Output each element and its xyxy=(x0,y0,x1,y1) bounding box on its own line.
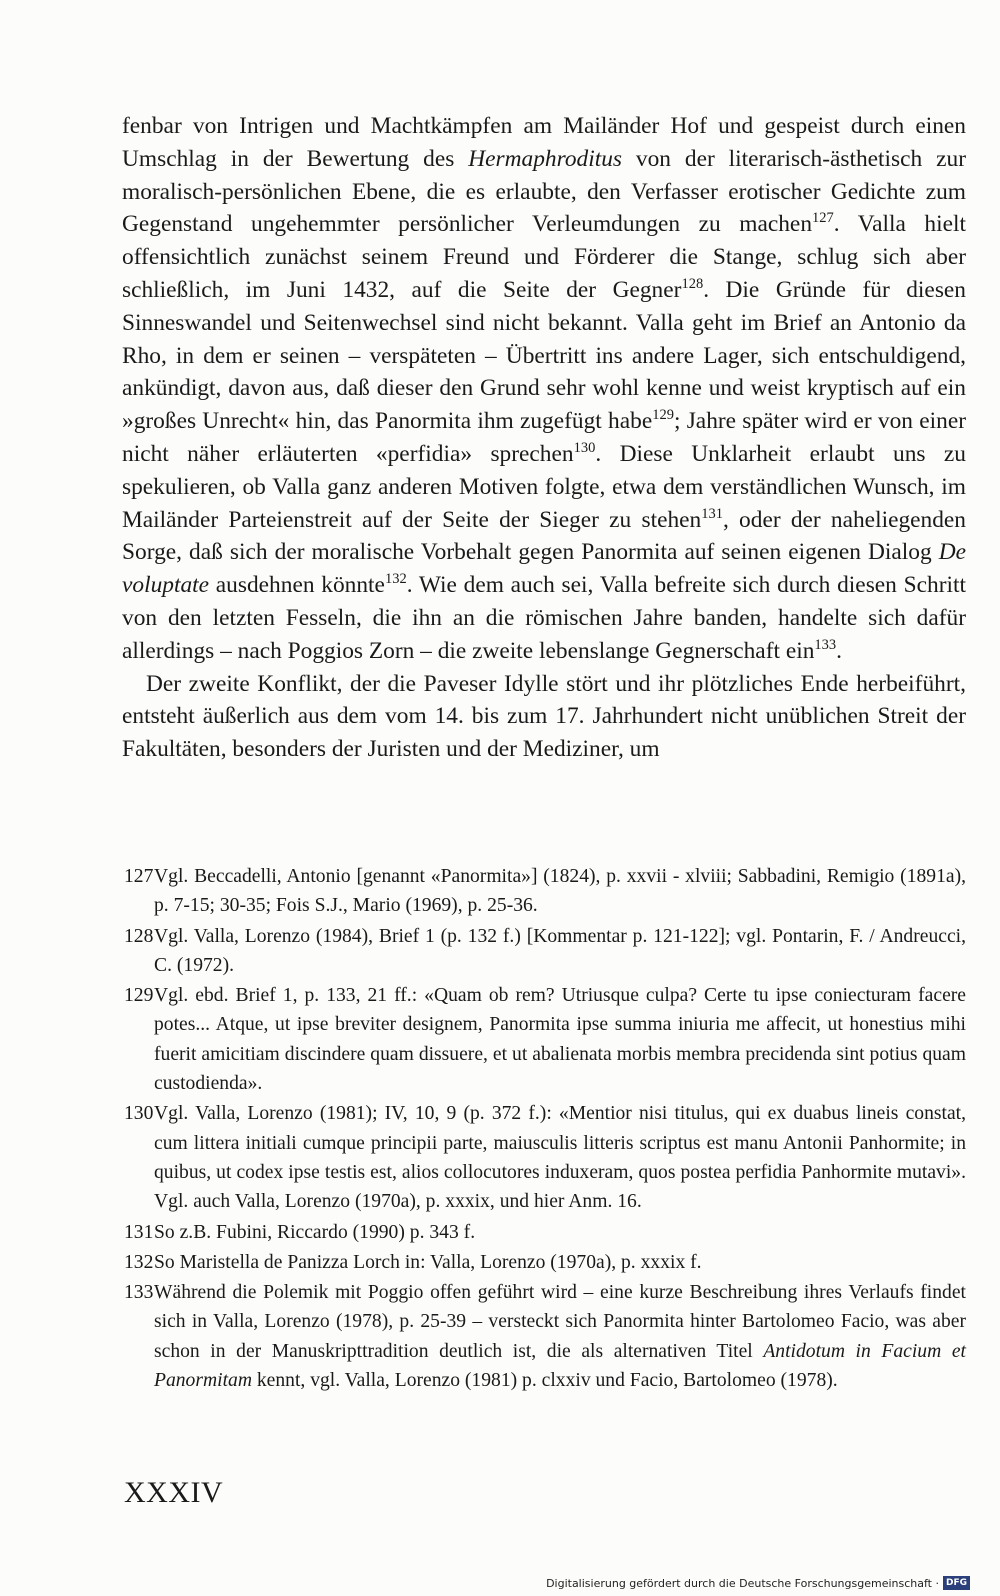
footnote-text: Vgl. Valla, Lorenzo (1984), Brief 1 (p. 132 f.) [Kommentar p. 121-122]; vgl. Pontarin, F. / Andreucci, C. (1972). xyxy=(154,925,966,976)
credit-text: Digitalisierung gefördert durch die Deutsche Forschungsgemeinschaft · xyxy=(546,1576,939,1590)
footnote-number: 132 xyxy=(124,1251,154,1273)
title-italic: Antidotum in Facium et Panormitam xyxy=(154,1340,966,1392)
footnote-number: 129 xyxy=(124,985,154,1007)
page-number: XXXIV xyxy=(124,1476,224,1509)
footnote-ref-127[interactable]: 127 xyxy=(812,210,834,227)
footnote-132 xyxy=(124,1248,966,1277)
footnote-ref-128[interactable]: 128 xyxy=(681,276,704,292)
footnote-133 xyxy=(124,1278,966,1395)
footnote-ref-133[interactable]: 133 xyxy=(814,636,837,653)
footnote-ref-129[interactable]: 129 xyxy=(652,407,674,424)
digitization-credit xyxy=(546,1576,970,1590)
footnote-ref-130[interactable]: 130 xyxy=(573,439,596,456)
paragraph-1: fenbar von Intrigen und Machtkämpfen am Mailänder Hof und gespeist durch einen Umschlag in der Bewertung des Hermaphroditus von der literarisch-ästhetisch zur moralisch-persönlichen Ebene, die es erlaubte, den Verfasser erotischer Gedichte zum Gegenstand ungehemmter persönlicher Verleumdungen zu machen$^{127}$. Valla hielt offensichtlich zunächst seinem Freund und Förderer die Stange, schlug sich aber schließlich, im Juni 1432, auf die Seite der Gegner$^{128}$. Die Gründe für diesen Sinneswandel und Seitenwechsel sind nicht bekannt. Valla geht im Brief an Antonio da Rho, in dem er seinen – verspäteten – Übertritt ins andere Lager, sich entschuldigend, ankündigt, davon aus, daß dieser den Grund sehr wohl kenne und weist kryptisch auf ein »großes Unrecht« hin, das Panormita ihm zugefügt habe$^{129}$; Jahre später wird er von einer nicht näher erläuterten «perfidia» sprechen$^{130}$. Diese Unklarheit erlaubt uns zu spekulieren, ob Valla ganz anderen Motiven folgte, etwa dem verständlichen Wunsch, im Mailänder Parteienstreit auf der Seite der Sieger zu stehen$^{131}$, oder der naheliegenden Sorge, daß sich der moralische Vorbehalt gegen Panormita auf seinen eigenen Dialog De voluptate ausdehnen könnte$^{132}$. Wie dem auch sei, Valla befreite sich durch diesen Schritt von den letzten Fesseln, die ihn an die römischen Jahre banden, handelte sich dafür allerdings – nach Poggios Zorn – die zweite lebenslange Gegnerschaft ein$^{133}$. xyxy=(122,113,966,664)
footnote-text: Vgl. Beccadelli, Antonio [genannt «Panormita»] (1824), p. xxvii - xlviii; Sabbadini, Remigio (1891a), p. 7-15; 30-35; Fois S.J., Mario (1969), p. 25-36. xyxy=(154,866,966,917)
footnote-131 xyxy=(124,1218,966,1247)
footnote-text: Während die Polemik mit Poggio offen geführt wird – eine kurze Beschreibung ihres Verlaufs findet sich in Valla, Lorenzo (1978), p. 25-39 – versteckt sich Panormita hinter Bartolomeo Facio, was aber schon in der Manuskripttradition deutlich ist, die als alternativen Titel Antidotum in Facium et Panormitam kennt, vgl. Valla, Lorenzo (1981) p. clxxiv und Facio, Bartolomeo (1978). xyxy=(154,1282,966,1392)
paragraph-2: Der zweite Konflikt, der die Paveser Idylle stört und ihr plötzliches Ende herbeiführt, entsteht äußerlich aus dem vom 14. bis zum 17. Jahrhundert nicht unüblichen Streit der Fakultäten, besonders der Juristen und der Mediziner, um xyxy=(122,670,966,763)
title-italic: De voluptate xyxy=(122,539,966,599)
main-text xyxy=(122,110,966,766)
footnotes xyxy=(124,862,966,1396)
footnote-text: Vgl. Valla, Lorenzo (1981); IV, 10, 9 (p. 372 f.): «Mentior nisi titulus, qui ex duabus lineis constat, cum littera initiali cumque principii parte, maiusculis litteris scriptus est manu Antonii Panhormite; in quibus, ut codex ipse testis est, alios collocutores induxeram, quos postea perfidia Panhormite mutavi». Vgl. auch Valla, Lorenzo (1970a), p. xxxix, und hier Anm. 16. xyxy=(154,1103,966,1213)
footnote-text: So Maristella de Panizza Lorch in: Valla, Lorenzo (1970a), p. xxxix f. xyxy=(154,1251,702,1273)
footnote-text: Vgl. ebd. Brief 1, p. 133, 21 ff.: «Quam ob rem? Utriusque culpa? Certe tu ipse coniecturam facere potes... Atque, ut ipse breviter designem, Panormita ipse summa iniuria me affecit, ut honestius mihi fuerit amicitiam discindere quam dissuere, et ut abalienata morbis membra precidenda sint potius quam custodienda». xyxy=(154,985,966,1095)
footnote-number: 133 xyxy=(124,1282,154,1304)
title-italic: Hermaphroditus xyxy=(468,145,623,172)
footnote-ref-132[interactable]: 132 xyxy=(384,571,407,588)
footnote-127 xyxy=(124,862,966,921)
footnote-129 xyxy=(124,981,966,1098)
footnote-number: 131 xyxy=(124,1221,154,1243)
footnote-128 xyxy=(124,922,966,981)
footnote-ref-131[interactable]: 131 xyxy=(701,505,723,522)
footnote-number: 127 xyxy=(124,866,154,887)
footnote-text: So z.B. Fubini, Riccardo (1990) p. 343 f. xyxy=(154,1221,476,1243)
footnote-130 xyxy=(124,1099,966,1216)
footnote-number: 128 xyxy=(124,925,154,947)
dfg-logo-icon: DFG xyxy=(943,1576,970,1590)
footnote-number: 130 xyxy=(124,1103,154,1125)
